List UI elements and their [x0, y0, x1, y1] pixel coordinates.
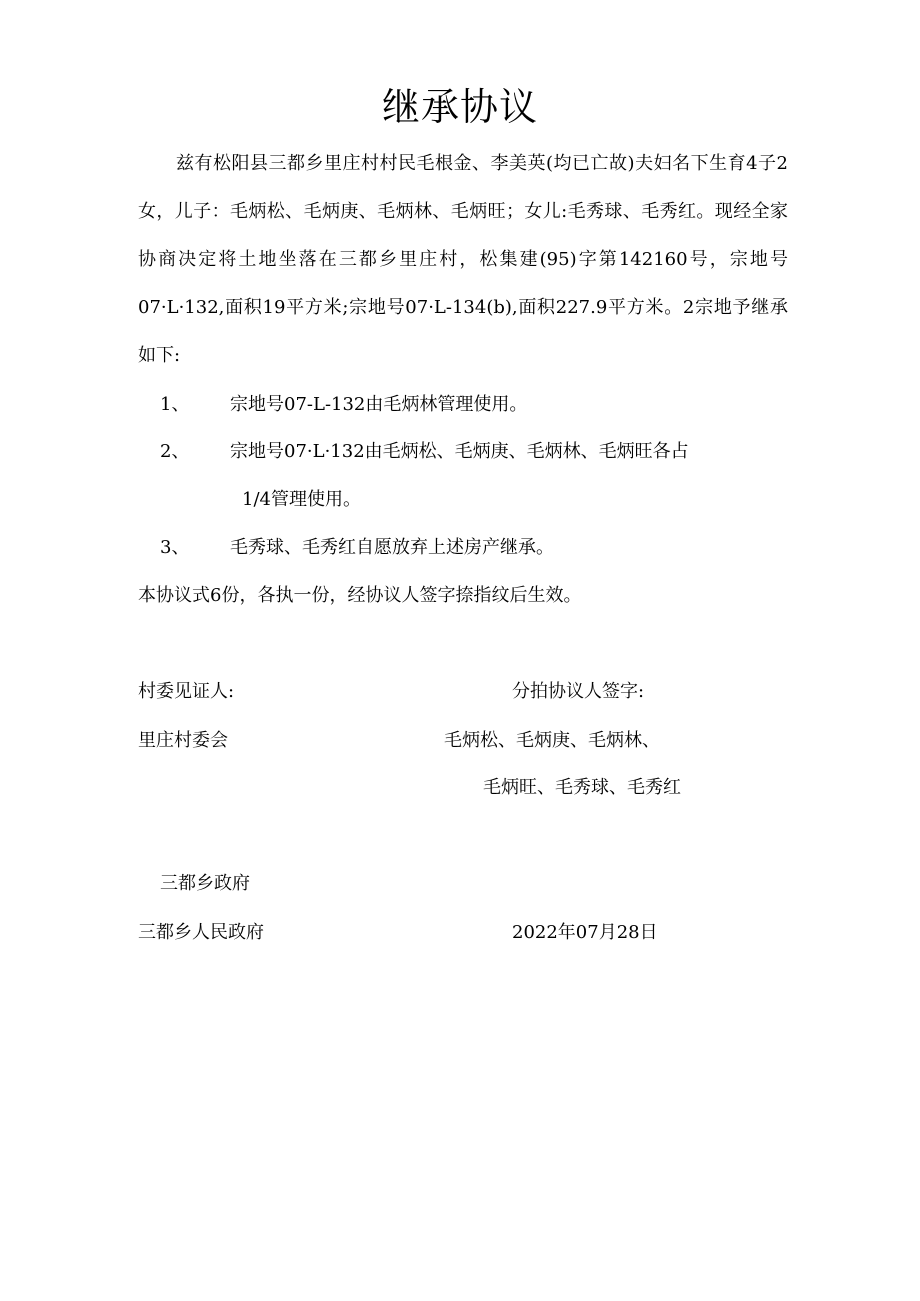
signing-date: 2022年07月28日	[512, 922, 658, 943]
list-item-text: 宗地号07·L·132由毛炳松、毛炳庚、毛炳林、毛炳旺各占	[230, 441, 689, 462]
government-label: 三都乡政府	[160, 873, 250, 894]
witness-label: 村委见证人:	[138, 681, 235, 702]
government-name: 三都乡人民政府	[138, 922, 264, 943]
list-item-number: 1、	[160, 394, 190, 415]
intro-paragraph: 兹有松阳县三都乡里庄村村民毛根金、李美英(均已亡故)夫妇名下生育4子2女，儿子：毛炳松、毛炳庚、毛炳林、毛炳旺；女儿:毛秀球、毛秀红。现经全家协商决定将土地坐落在三都乡里庄村，松集建(95)字第142160号，宗地号07·L·132,面积19平方米;宗地号07·L-134(b),面积227.9平方米。2宗地予继承如下:	[138, 153, 788, 366]
list-item-continuation: 1/4管理使用。	[242, 489, 361, 510]
parties-label: 分拍协议人签字:	[512, 681, 645, 702]
witness-name: 里庄村委会	[138, 730, 228, 751]
list-item-text: 宗地号07-L-132由毛炳林管理使用。	[230, 394, 528, 415]
list-item-number: 2、	[160, 441, 190, 462]
parties-names-line2: 毛炳旺、毛秀球、毛秀红	[483, 777, 681, 798]
document-title: 继承协议	[381, 85, 538, 129]
closing-statement: 本协议式6份，各执一份，经协议人签字捺指纹后生效。	[138, 585, 582, 606]
parties-names-line1: 毛炳松、毛炳庚、毛炳林、	[444, 730, 660, 751]
list-item-number: 3、	[160, 537, 190, 558]
list-item-text: 毛秀球、毛秀红自愿放弃上述房产继承。	[230, 537, 554, 558]
